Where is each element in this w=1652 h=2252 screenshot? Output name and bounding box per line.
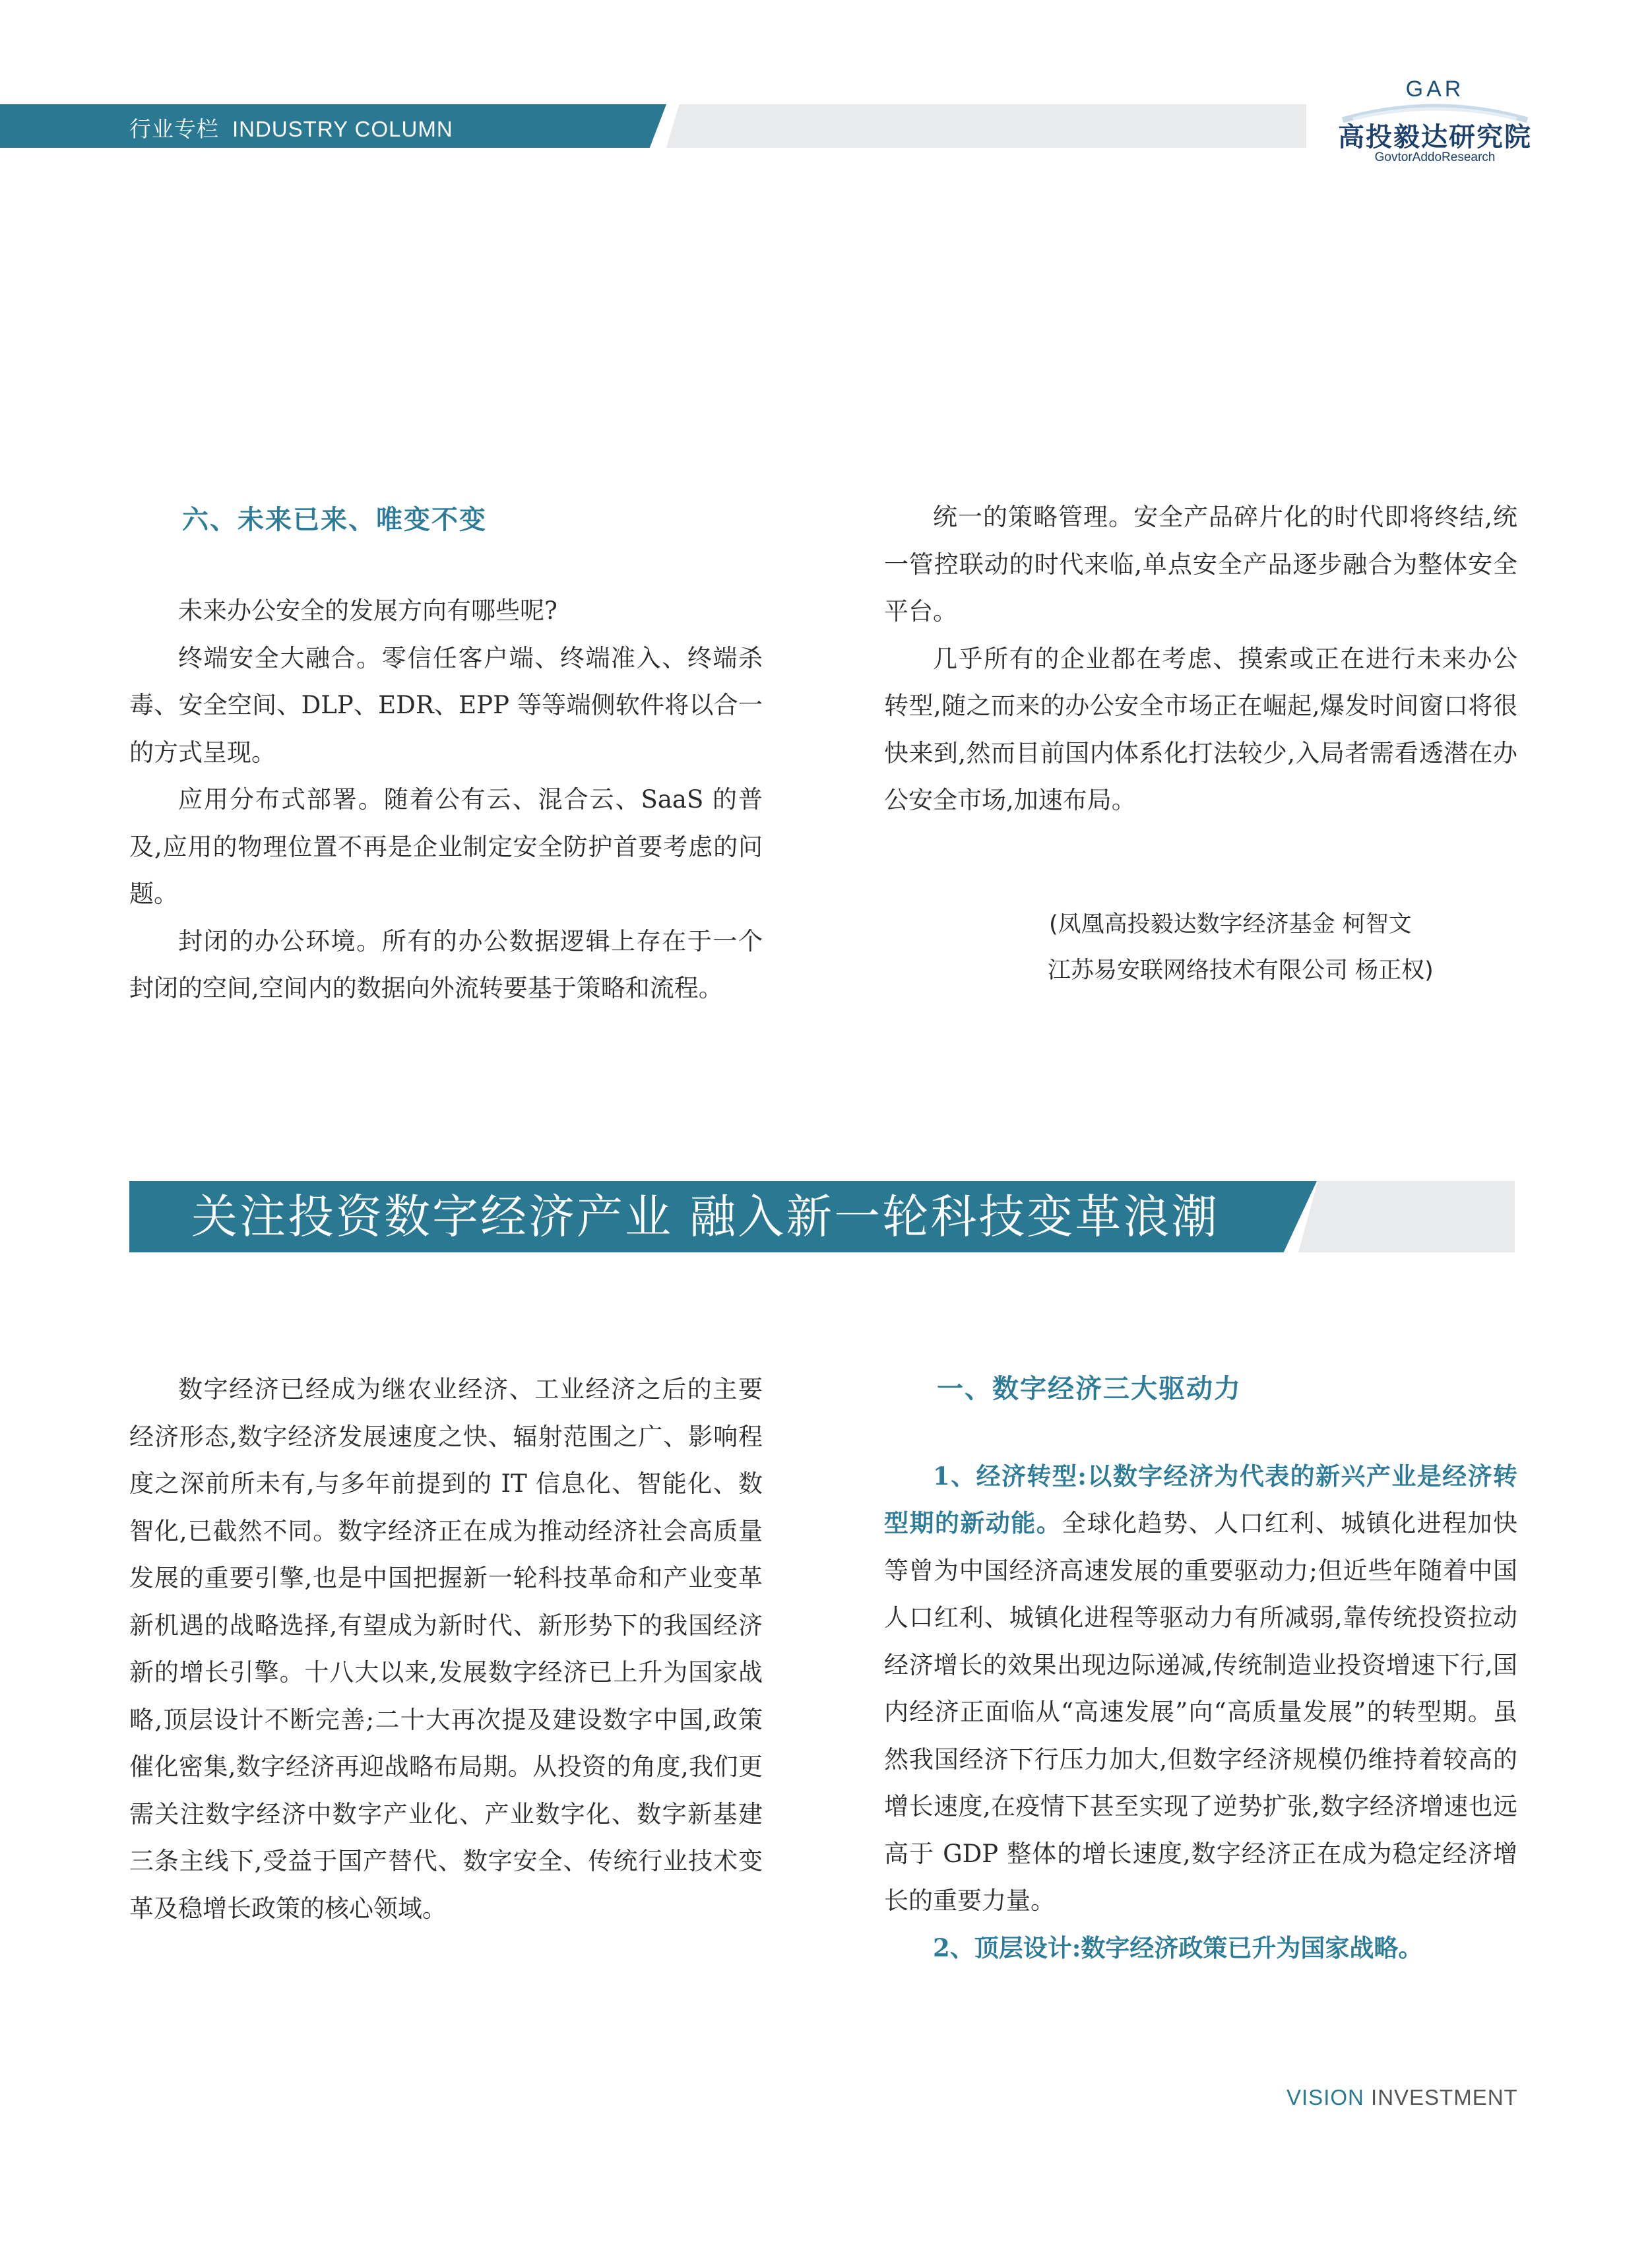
section6-left-paragraph: 未来办公安全的发展方向有哪些呢?	[178, 596, 557, 625]
author-credit	[976, 901, 1557, 994]
section6-right-paragraph: 几乎所有的企业都在考虑、摸索或正在进行未来办公转型,随之而来的办公安全市场正在崛起,爆发时间窗口将很快来到,然而目前国内体系化打法较少,入局者需看透潜在办公安全市场,加速布局。	[884, 644, 1517, 814]
header-gray-band	[666, 104, 1306, 148]
article-title: 关注投资数字经济产业 融入新一轮科技变革浪潮	[191, 1190, 1220, 1244]
title-banner-gray	[1298, 1181, 1515, 1252]
footer-magazine-name	[1287, 2085, 1517, 2110]
point2-title: 2、顶层设计:数字经济政策已升为国家战略。	[933, 1933, 1423, 1962]
point1-paragraph	[884, 1453, 1517, 1925]
article-intro-paragraph: 数字经济已经成为继农业经济、工业经济之后的主要经济形态,数字经济发展速度之快、辐射范围之广、影响程度之深前所未有,与多年前提到的 IT 信息化、智能化、数智化,已截然不同。数字经济正在成为推动经济社会高质量发展的重要引擎,也是中国把握新一轮科技革命和产业变革新机遇的战略选择,有望成为新时代、新形势下的我国经济新的增长引擎。十八大以来,发展数字经济已上升为国家战略,顶层设计不断完善;二十大再次提及建设数字中国,政策催化密集,数字经济再迎战略布局期。从投资的角度,我们更需关注数字经济中数字产业化、产业数字化、数字新基建三条主线下,受益于国产替代、数字安全、传统行业技术变革及稳增长政策的核心领域。	[129, 1375, 763, 1923]
section6-left-paragraph: 应用分布式部署。随着公有云、混合云、SaaS 的普及,应用的物理位置不再是企业制定安全防护首要考虑的问题。	[129, 785, 763, 908]
section6-heading: 六、未来已来、唯变不变	[182, 505, 487, 535]
logo-abbr: GAR	[1405, 77, 1465, 102]
section6-right-paragraph: 统一的策略管理。安全产品碎片化的时代即将终结,统一管控联动的时代来临,单点安全产品逐步融合为整体安全平台。	[884, 503, 1517, 626]
credit-line-2: 江苏易安联网络技术有限公司 杨正权)	[1048, 957, 1434, 984]
section6-right-column	[884, 494, 1517, 824]
footer-vision: VISION	[1287, 2085, 1364, 2109]
section6-left-paragraph: 封闭的办公环境。所有的办公数据逻辑上存在于一个封闭的空间,空间内的数据向外流转要基于策略和流程。	[129, 926, 763, 1002]
article-left-column	[129, 1366, 763, 1932]
gar-logo	[1323, 71, 1547, 177]
point1-title: 1、经济转型:以数字经济为代表的新兴产业是经济转型期的新动能。	[884, 1461, 1517, 1537]
article-right-column	[884, 1366, 1517, 1972]
column-label-en: INDUSTRY COLUMN	[232, 117, 453, 141]
section6-left-paragraph: 终端安全大融合。零信任客户端、终端准入、终端杀毒、安全空间、DLP、EDR、EPP 等等端侧软件将以合一的方式呈现。	[129, 643, 763, 767]
logo-name-cn: 高投毅达研究院	[1338, 122, 1532, 152]
logo-name-en: GovtorAddoResearch	[1374, 150, 1496, 164]
column-label-cn: 行业专栏	[129, 116, 219, 142]
column-label	[129, 112, 453, 143]
footer-investment: INVESTMENT	[1364, 2085, 1518, 2109]
section6-left-column	[129, 494, 763, 1012]
credit-line-1: (凤凰高投毅达数字经济基金 柯智文	[1049, 911, 1412, 938]
drivers-heading: 一、数字经济三大驱动力	[937, 1374, 1242, 1404]
point1-body: 全球化趋势、人口红利、城镇化进程加快等曾为中国经济高速发展的重要驱动力;但近些年随着中国人口红利、城镇化进程等驱动力有所减弱,靠传统投资拉动经济增长的效果出现边际递减,传统制造业投资增速下行,国内经济正面临从“高速发展”向“高质量发展”的转型期。虽然我国经济下行压力加大,但数字经济规模仍维持着较高的增长速度,在疫情下甚至实现了逆势扩张,数字经济增速也远高于 GDP 整体的增长速度,数字经济正在成为稳定经济增长的重要力量。	[884, 1509, 1518, 1915]
